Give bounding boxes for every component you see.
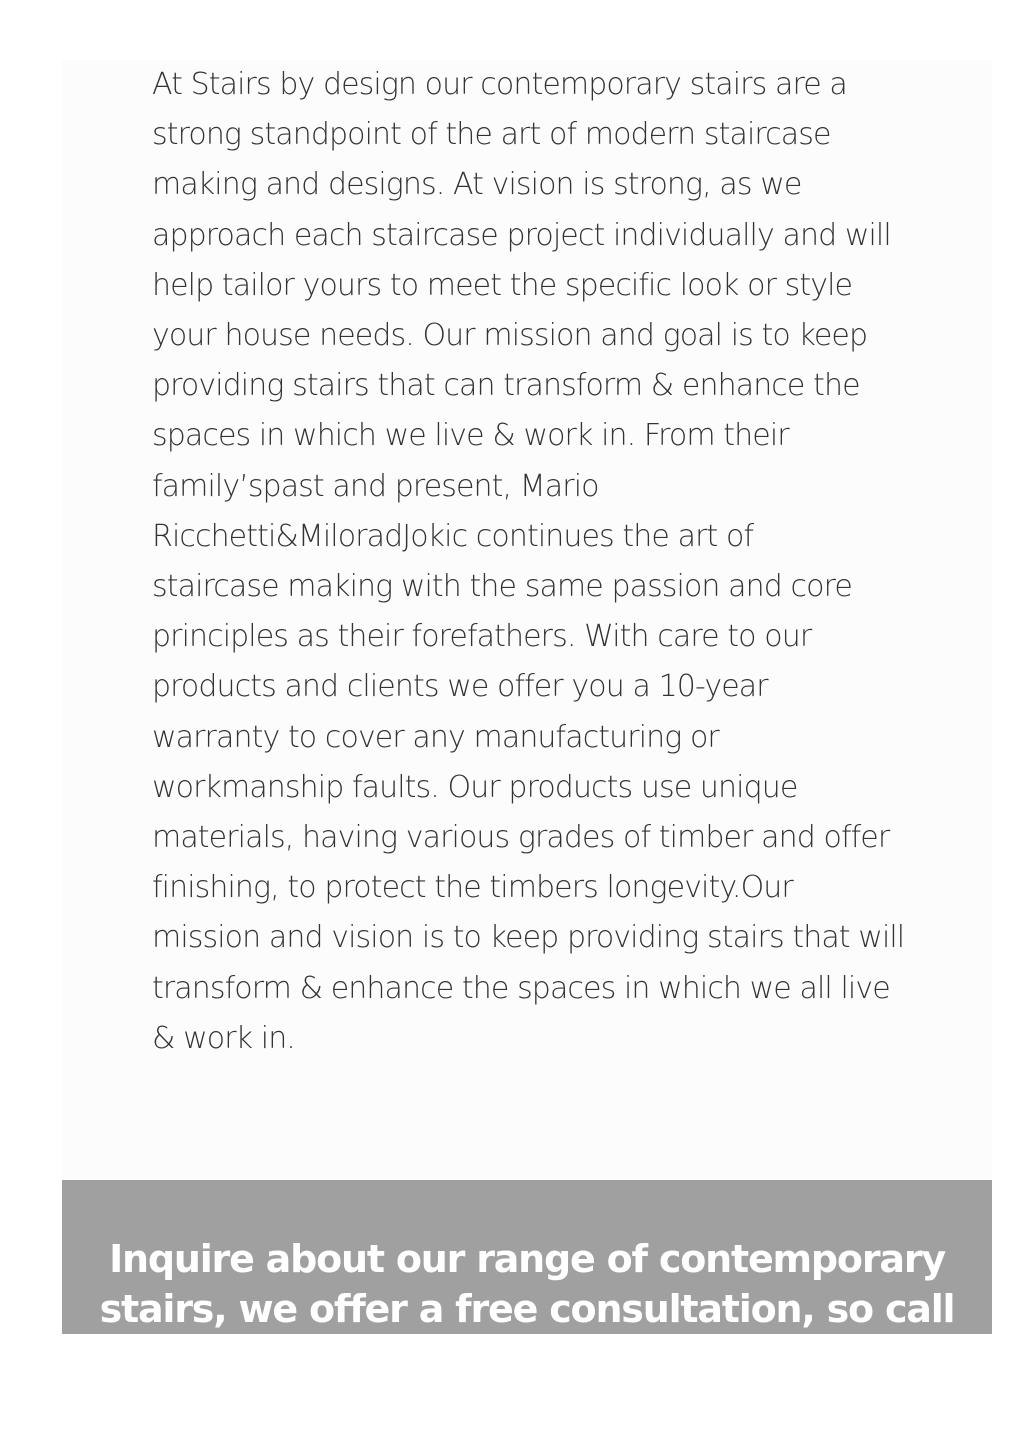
cta-heading <box>62 1234 992 1334</box>
about-line: transform & enhance the spaces in which we all live <box>152 970 890 1006</box>
about-section <box>62 60 992 1180</box>
about-line: making and designs. At vision is strong, as we <box>152 167 802 203</box>
cta-line: Inquire about our range of contemporary <box>109 1237 945 1281</box>
cta-banner <box>62 1180 992 1334</box>
about-line: strong standpoint of the art of modern staircase <box>152 117 831 153</box>
about-line: Ricchetti&MiloradJokic continues the art of <box>152 518 754 554</box>
about-line: staircase making with the same passion and core <box>152 569 852 605</box>
about-line: family’spast and present, Mario <box>152 468 599 504</box>
about-line: help tailor yours to meet the specific look or style <box>152 267 853 303</box>
about-line: warranty to cover any manufacturing or <box>152 719 719 755</box>
about-line: spaces in which we live & work in. From their <box>152 418 789 454</box>
page-top-strip <box>62 0 992 60</box>
cta-line: stairs, we offer a free consultation, so call <box>99 1287 955 1331</box>
about-line: principles as their forefathers. With care to our <box>152 619 812 655</box>
about-line: mission and vision is to keep providing stairs that will <box>152 920 905 956</box>
about-line: products and clients we offer you a 10-year <box>152 669 768 705</box>
about-line: providing stairs that can transform & enhance the <box>152 368 860 404</box>
about-line: finishing, to protect the timbers longevity.Our <box>152 870 793 906</box>
about-line: your house needs. Our mission and goal is to keep <box>152 318 868 354</box>
about-line: materials, having various grades of timber and offer <box>152 820 890 856</box>
about-line: & work in. <box>152 1020 295 1056</box>
about-line: At Stairs by design our contemporary stairs are a <box>152 67 847 102</box>
about-line: approach each staircase project individually and will <box>152 217 891 253</box>
about-line: workmanship faults. Our products use unique <box>152 769 798 805</box>
about-paragraph <box>152 60 922 1064</box>
